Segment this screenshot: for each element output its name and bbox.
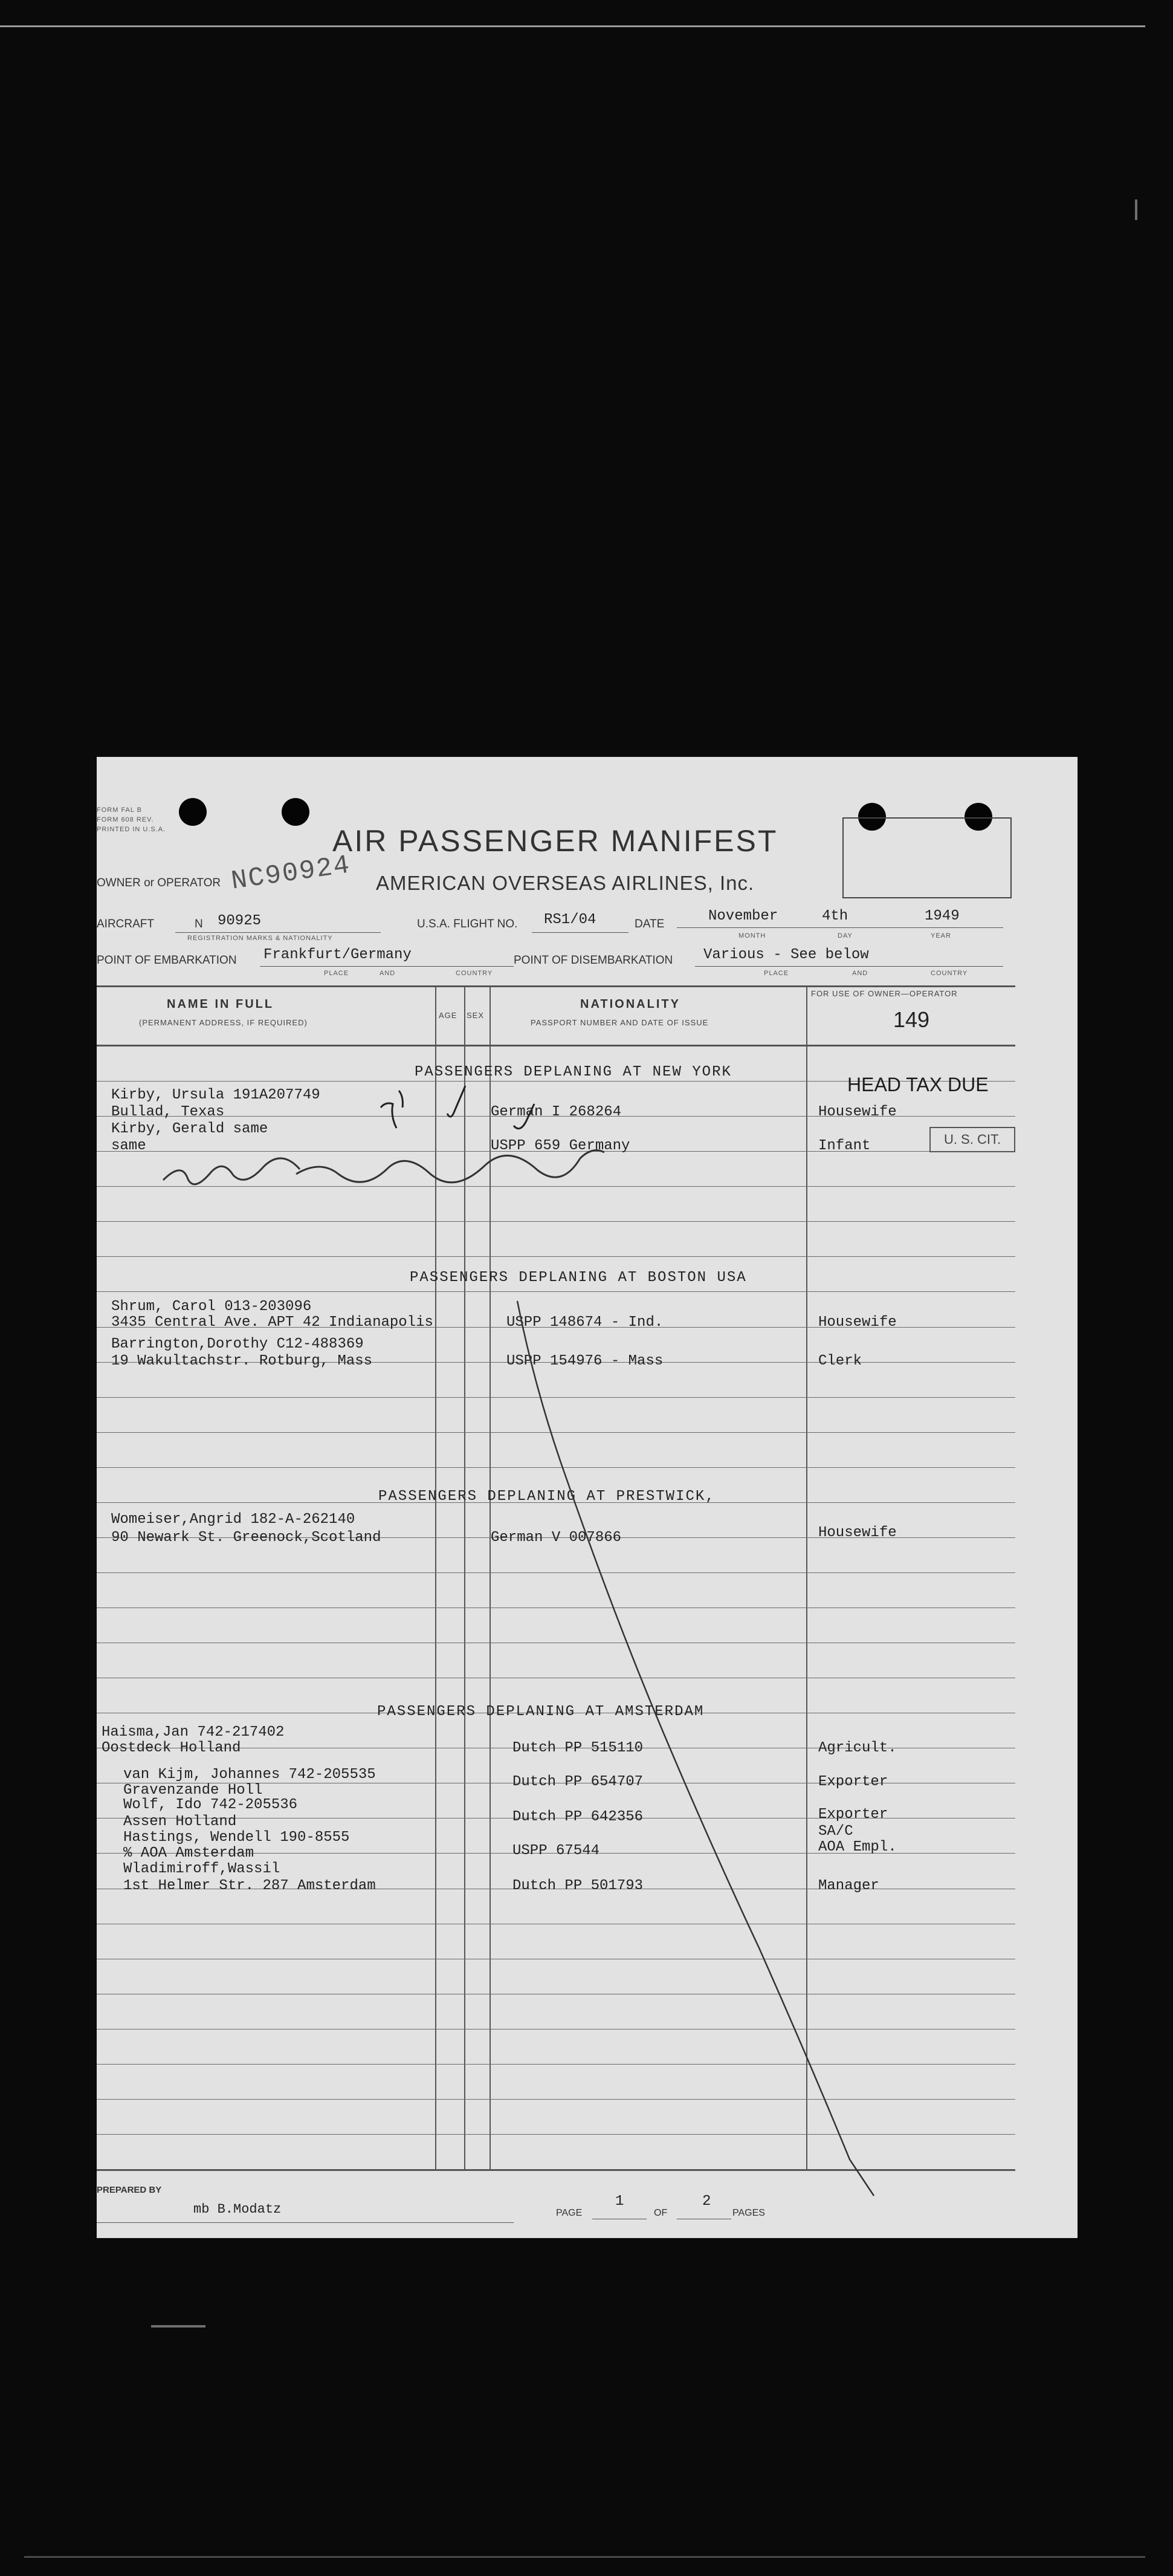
passenger-nationality: Dutch PP 642356 [512,1809,644,1825]
form-title: AIR PASSENGER MANIFEST [332,824,778,858]
passenger-address: 3435 Central Ave. APT 42 Indianapolis [111,1314,433,1331]
passenger-address: Assen Holland [123,1814,237,1830]
pages-label: PAGES [732,2208,765,2218]
registration-caption: REGISTRATION MARKS & NATIONALITY [187,935,333,942]
scan-top-edge [0,25,1145,27]
passenger-name: Hastings, Wendell 190-8555 [123,1829,350,1846]
passenger-address: same [111,1138,146,1154]
passenger-occupation: Housewife [818,1104,897,1120]
disembarkation-label: POINT OF DISEMBARKATION [514,954,673,967]
passenger-name: van Kijm, Johannes 742-205535 [123,1767,376,1783]
passenger-occupation: Clerk [818,1353,862,1369]
passenger-nationality: Dutch PP 501793 [512,1878,644,1894]
of-value: 2 [702,2193,711,2210]
prepared-value: mb B.Modatz [193,2202,282,2217]
aircraft-value: 90925 [218,913,262,929]
passenger-name: Womeiser,Angrid 182-A-262140 [111,1511,355,1528]
column-header-owner-use: FOR USE OF OWNER—OPERATOR [811,989,958,998]
handwritten-marks [97,757,1078,2238]
column-header-name: NAME IN FULL [167,998,274,1011]
place-caption: PLACE [324,970,349,977]
passenger-occupation: Exporter [818,1806,888,1823]
scan-artifact [1135,200,1137,220]
checkmark-icon [447,1086,465,1117]
passenger-name: Wolf, Ido 742-205536 [123,1797,298,1813]
scan-artifact [151,2325,205,2328]
date-label: DATE [635,918,665,930]
passenger-name: Haisma,Jan 742-217402 [102,1724,285,1741]
passenger-address: % AOA Amsterdam [123,1845,254,1861]
passenger-occupation: AOA Empl. [818,1839,897,1855]
passenger-occupation: Manager [818,1878,879,1894]
signature-scrawl [163,1150,604,1184]
section-amsterdam: PASSENGERS DEPLANING AT AMSTERDAM [377,1704,705,1720]
printed-note: FORM FAL B [97,806,142,814]
country-caption: COUNTRY [456,970,493,977]
column-header-nationality: NATIONALITY [580,998,680,1011]
aircraft-label: AIRCRAFT [97,918,154,930]
passenger-address: 19 Wakultachstr. Rotburg, Mass [111,1353,373,1369]
airline-name: AMERICAN OVERSEAS AIRLINES, Inc. [376,872,755,894]
embarkation-value: Frankfurt/Germany [263,947,412,963]
checkmark-icon [381,1091,402,1128]
passenger-nationality: USPP 154976 - Mass [506,1353,664,1369]
stamp-number: NC90924 [229,850,353,897]
date-month: November [708,908,778,924]
passenger-address: Gravenzande Holl [123,1782,263,1799]
passenger-occupation: Agricult. [818,1740,897,1756]
printed-note: PRINTED IN U.S.A. [97,826,166,833]
month-caption: MONTH [738,932,766,939]
prepared-label: PREPARED BY [97,2185,162,2195]
passenger-name: Shrum, Carol 013-203096 [111,1299,312,1315]
owner-use-value: 149 [893,1007,930,1032]
page-value: 1 [615,2193,624,2210]
flight-value: RS1/04 [544,912,596,928]
scan-bottom-edge [24,2556,1145,2558]
passenger-nationality: USPP 67544 [512,1843,600,1859]
passenger-occupation: Exporter [818,1774,888,1790]
passenger-nationality: German V 007866 [491,1530,622,1546]
date-day: 4th [822,908,848,924]
section-boston: PASSENGERS DEPLANING AT BOSTON USA [410,1270,747,1286]
disembarkation-value: Various - See below [703,947,869,963]
passenger-name: Kirby, Ursula 191A207749 [111,1087,320,1103]
section-prestwick: PASSENGERS DEPLANING AT PRESTWICK, [378,1488,716,1505]
flight-label: U.S.A. FLIGHT NO. [417,918,518,930]
passenger-nationality: Dutch PP 515110 [512,1740,644,1756]
and-caption: AND [380,970,396,977]
passenger-occupation: Housewife [818,1314,897,1331]
passenger-occupation: SA/C [818,1823,853,1840]
cancel-line [517,1301,874,2196]
date-year: 1949 [925,908,960,924]
owner-label: OWNER or OPERATOR [97,877,221,889]
passenger-nationality: German I 268264 [491,1104,622,1120]
passenger-address: 90 Newark St. Greenock,Scotland [111,1530,381,1546]
passenger-address: Bullad, Texas [111,1104,225,1120]
aircraft-n: N [195,918,203,930]
column-header-name-sub: (PERMANENT ADDRESS, IF REQUIRED) [139,1018,308,1027]
column-header-age: AGE [439,1011,457,1020]
passenger-nationality: USPP 659 Germany [491,1138,630,1154]
passenger-address: Oostdeck Holland [102,1740,241,1756]
place-caption: PLACE [764,970,789,977]
section-new-york: PASSENGERS DEPLANING AT NEW YORK [415,1064,732,1080]
passenger-name: Barrington,Dorothy C12-488369 [111,1336,364,1352]
passenger-nationality: Dutch PP 654707 [512,1774,644,1790]
us-citizen-stamp: U. S. CIT. [929,1127,1015,1152]
day-caption: DAY [838,932,853,939]
manifest-page [97,757,1078,2238]
passenger-name: Kirby, Gerald same [111,1121,268,1137]
passenger-nationality: USPP 148674 - Ind. [506,1314,664,1331]
rule [97,2222,514,2223]
country-caption: COUNTRY [931,970,968,977]
column-header-nationality-sub: PASSPORT NUMBER AND DATE OF ISSUE [531,1018,709,1027]
year-caption: YEAR [931,932,951,939]
page-label: PAGE [556,2208,583,2218]
column-header-sex: SEX [467,1011,485,1020]
embarkation-label: POINT OF EMBARKATION [97,954,237,967]
passenger-address: 1st Helmer Str. 287 Amsterdam [123,1878,376,1894]
head-tax-stamp: HEAD TAX DUE [847,1074,989,1095]
checkmark-icon [514,1104,534,1129]
printed-note: FORM 608 REV. [97,816,154,823]
passenger-name: Wladimiroff,Wassil [123,1861,280,1877]
passenger-occupation: Housewife [818,1525,897,1541]
passenger-occupation: Infant [818,1138,871,1154]
and-caption: AND [852,970,868,977]
of-label: OF [654,2208,668,2218]
